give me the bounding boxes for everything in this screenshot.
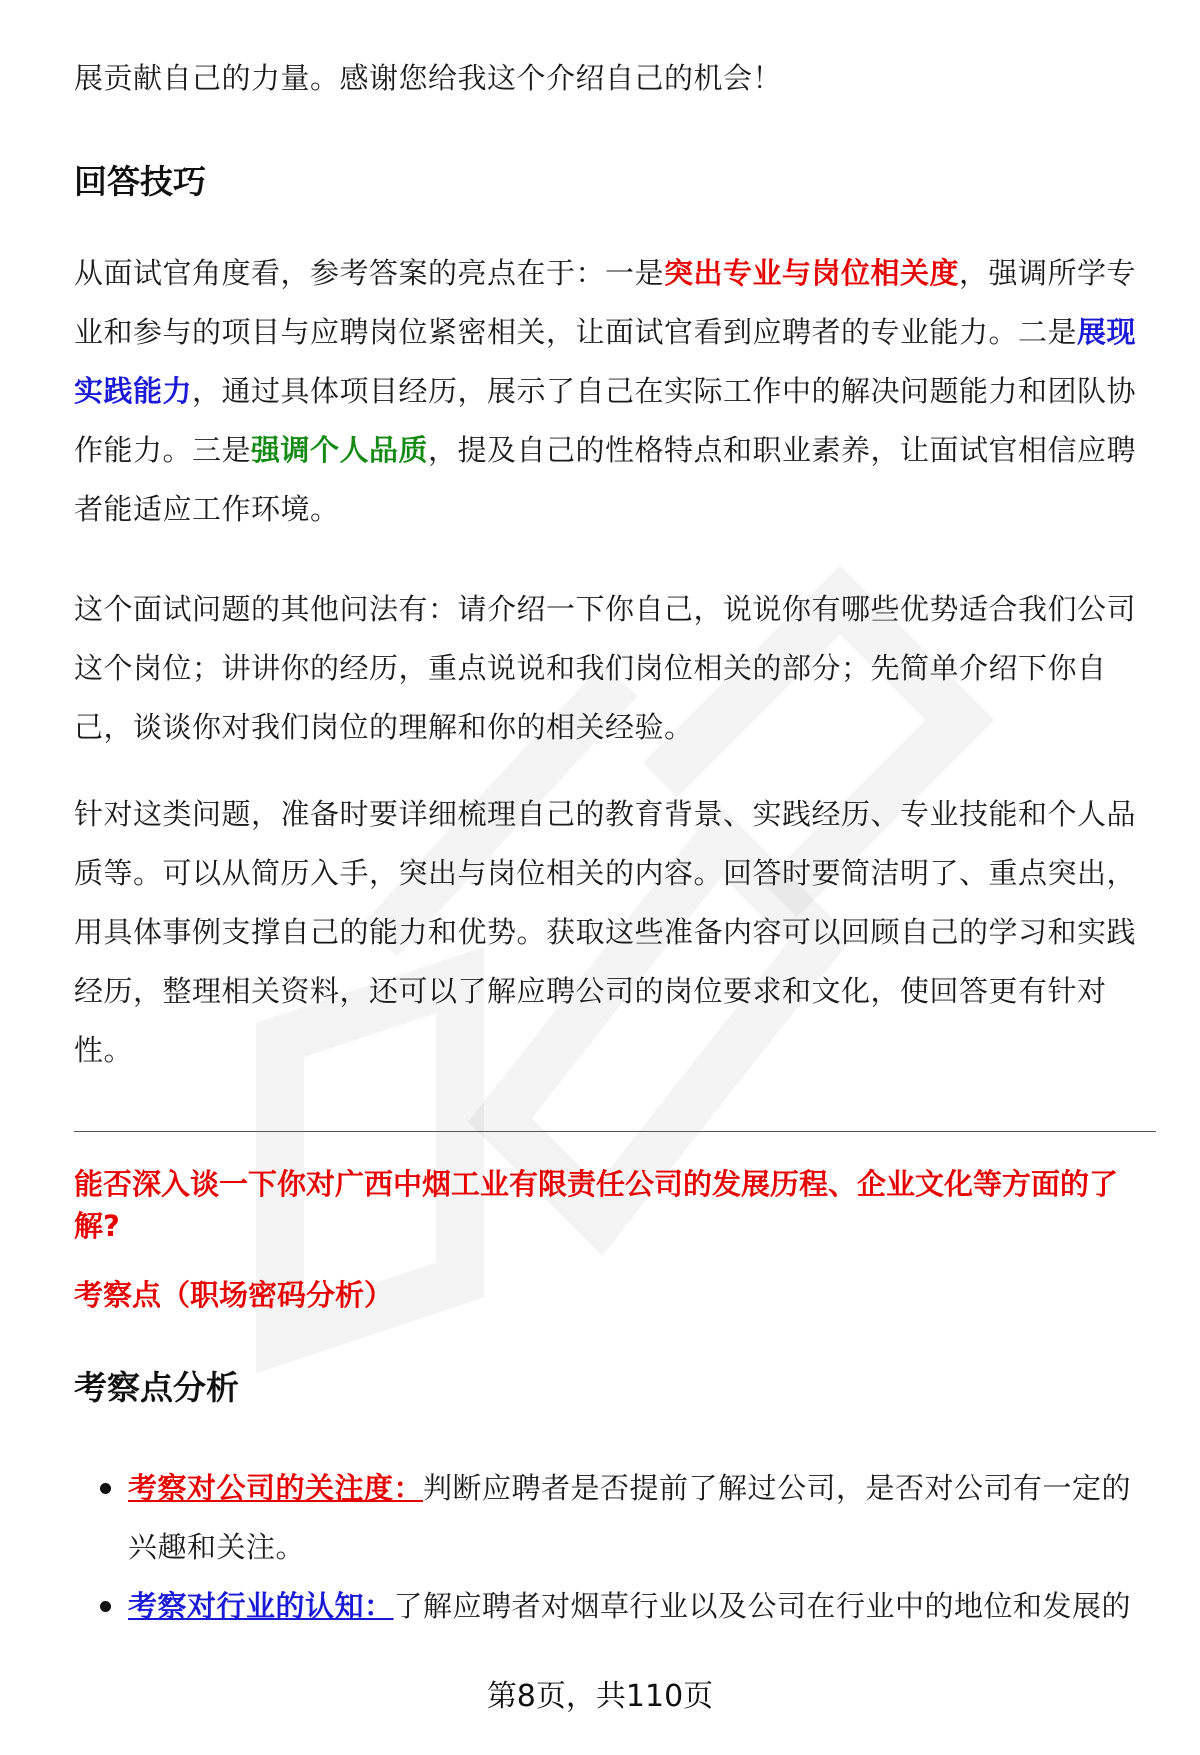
list-item: [74, 1577, 1156, 1636]
highlight-personal-quality: 强调个人品质: [251, 433, 429, 467]
tips-text-1: 从面试官角度看，参考答案的亮点在于：一是: [74, 256, 665, 290]
page-number-footer: 第8页，共110页: [486, 1679, 714, 1714]
tips-paragraph-2: 这个面试问题的其他问法有：请介绍一下你自己，说说你有哪些优势适合我们公司这个岗位；讲讲你的经历，重点说说和我们岗位相关的部分；先简单介绍下你自己，谈谈你对我们岗位的理解和你的相关经验。: [74, 592, 1137, 744]
section-heading-answer-tips: 回答技巧: [74, 162, 206, 201]
question-title: 能否深入谈一下你对广西中烟工业有限责任公司的发展历程、企业文化等方面的了解?: [74, 1167, 1119, 1243]
analysis-list: [74, 1459, 1156, 1636]
tips-text-4: ，提及自己的性格特点和职业素养，让面试官相信应聘者能适应工作环境。: [74, 433, 1137, 526]
tips-paragraph-3: 针对这类问题，准备时要详细梳理自己的教育背景、实践经历、专业技能和个人品质等。可以从简历入手，突出与岗位相关的内容。回答时要简洁明了、重点突出，用具体事例支撑自己的能力和优势。获取这些准备内容可以回顾自己的学习和实践经历，整理相关资料，还可以了解应聘公司的岗位要求和文化，使回答更有针对性。: [74, 797, 1137, 1067]
highlight-practical-ability: 展现实践能力: [74, 315, 1137, 408]
tips-text-3: ，通过具体项目经历，展示了自己在实际工作中的解决问题能力和团队协作能力。三是: [74, 374, 1137, 467]
list-item: [74, 1459, 1156, 1577]
section-divider: [74, 1131, 1156, 1132]
point-key: 考察对行业的认知：: [128, 1589, 394, 1623]
point-text: 判断应聘者是否提前了解过公司，是否对公司有一定的兴趣和关注。: [128, 1471, 1132, 1564]
section-heading-analysis: 考察点分析: [74, 1368, 239, 1407]
point-key: 考察对公司的关注度：: [128, 1471, 424, 1505]
bullet-icon: [100, 1483, 111, 1494]
continuation-text: 展贡献自己的力量。感谢您给我这个介绍自己的机会！: [74, 61, 783, 95]
examination-point-subtitle: 考察点（职场密码分析）: [74, 1278, 394, 1312]
tips-paragraph-1: [74, 244, 1156, 539]
point-text: 了解应聘者对烟草行业以及公司在行业中的地位和发展的: [393, 1589, 1132, 1623]
highlight-professional-relevance: 突出专业与岗位相关度: [664, 256, 960, 290]
bullet-icon: [100, 1601, 111, 1612]
tips-text-2: ，强调所学专业和参与的项目与应聘岗位紧密相关，让面试官看到应聘者的专业能力。二是: [74, 256, 1137, 349]
